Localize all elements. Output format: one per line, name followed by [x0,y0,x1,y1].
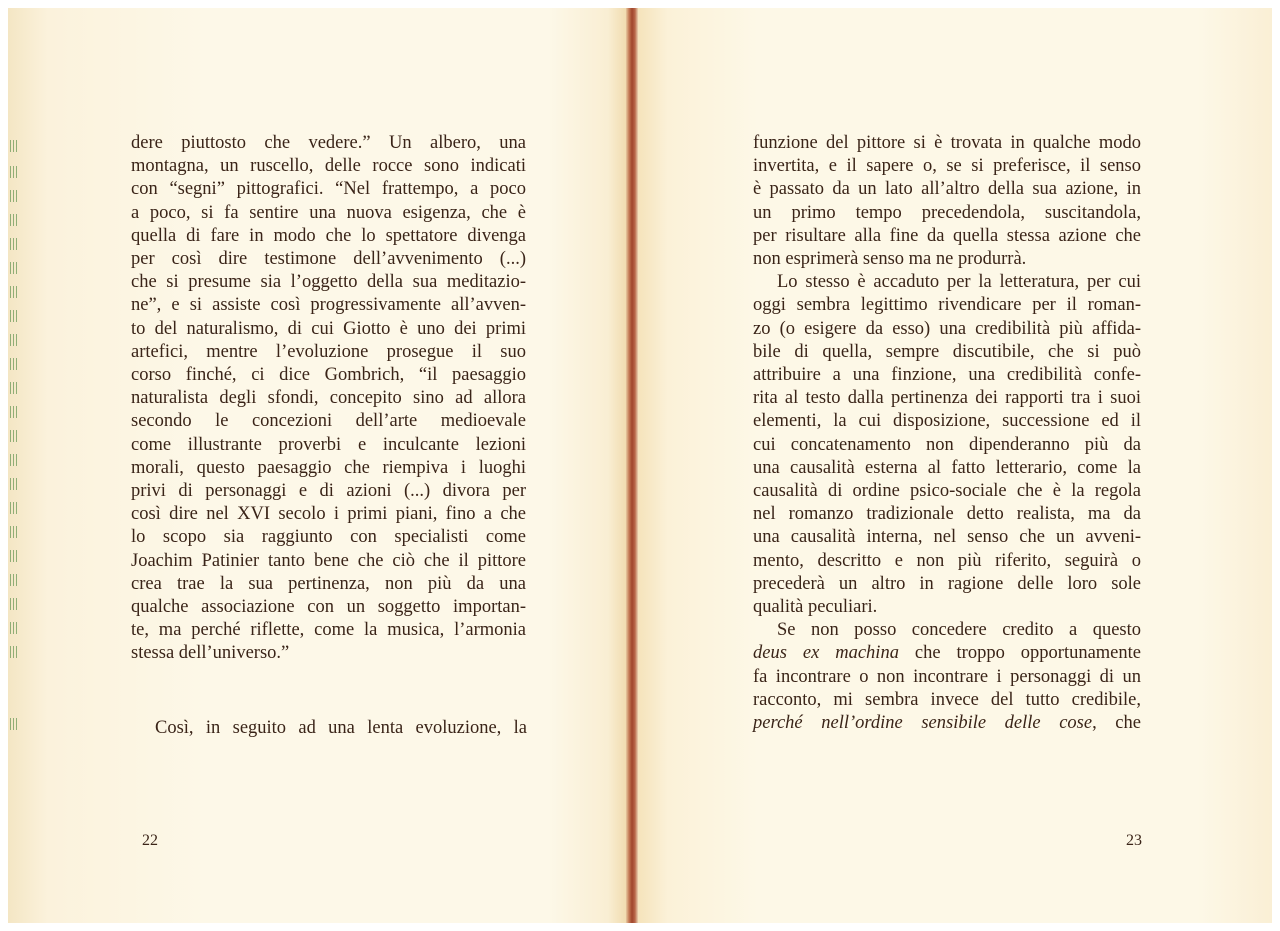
text-line: mento, descritto e non più riferito, seguirà o [753,550,1141,571]
page-number: 23 [1126,832,1142,849]
text-line: una causalità interna, nel senso che un avveni- [753,527,1141,548]
page-number: 22 [142,832,158,849]
text-line: morali, questo paesaggio che riempiva i luoghi [131,457,526,478]
text-line: quella di fare in modo che lo spettatore divenga [131,225,526,246]
left-page-paragraph [131,132,526,666]
left-page-closing-line [155,717,527,740]
text-line: nel romanzo tradizionale detto realista, ma da [753,504,1141,525]
right-page-text [753,132,1141,735]
text-line: qualche associazione con un soggetto importan- [131,597,526,618]
text-line: per così dire testimone dell’avvenimento (...) [131,249,526,270]
text-fragment: , che [1092,713,1141,734]
text-line: attribuire a una finzione, una credibilità confe- [753,365,1141,386]
text-line: con “segni” pittografici. “Nel frattempo, a poco [131,179,526,200]
text-line: lo scopo sia raggiunto con specialisti come [131,527,526,548]
text-line: oggi sembra legittimo rivendicare per il roman- [753,295,1141,316]
text-line: precederà un altro in ragione delle loro sole [753,573,1141,594]
text-line: to del naturalismo, di cui Giotto è uno dei primi [131,318,526,339]
text-line: Così, in seguito ad una lenta evoluzione, la [155,718,527,738]
text-line: cui concatenamento non dipenderanno più da [753,434,1141,455]
italic-phrase: perché nell’ordine sensibile delle cose [753,713,1093,734]
page-edge-marks [8,128,22,728]
text-line: ne”, e si assiste così progressivamente all’avven- [131,295,526,316]
text-line: per risultare alla fine da quella stessa azione che [753,225,1141,246]
text-line: un primo tempo precedendola, suscitandola, [753,202,1141,223]
text-line: naturalista degli sfondi, concepito sino ad allora [131,388,526,409]
text-line: causalità di ordine psico-sociale che è la regola [753,481,1141,502]
text-line: qualità peculiari. [753,597,878,618]
text-line: elementi, la cui disposizione, successione ed il [753,411,1141,432]
text-line: zo (o esigere da esso) una credibilità più affida- [753,318,1141,339]
text-line: come illustrante proverbi e inculcante lezioni [131,434,526,455]
text-fragment: che troppo opportunamente [898,643,1141,664]
text-line: crea trae la sua pertinenza, non più da una [131,573,526,594]
text-line: invertita, e il sapere o, se si preferisce, il senso [753,156,1141,177]
text-line: una causalità esterna al fatto letterario, come la [753,457,1141,478]
text-line: non esprimerà senso ma ne produrrà. [753,249,1027,270]
text-line: Se non posso concedere credito a questo [777,620,1141,641]
text-line [753,642,1141,665]
text-line [753,712,1141,735]
text-line: rita al testo dalla pertinenza dei rapporti tra i suoi [753,388,1141,409]
text-line: Lo stesso è accaduto per la letteratura, per cui [777,272,1141,293]
book-gutter [626,8,638,923]
text-line: secondo le concezioni dell’arte medioevale [131,411,526,432]
text-line: è passato da un lato all’altro della sua azione, in [753,179,1141,200]
text-line: così dire nel XVI secolo i primi piani, fino a che [131,504,526,525]
text-line: a poco, si fa sentire una nuova esigenza, che è [131,202,526,223]
text-line: bile di quella, sempre discutibile, che si può [753,341,1141,362]
text-line: privi di personaggi e di azioni (...) divora per [131,481,526,502]
text-line: Joachim Patinier tanto bene che ciò che il pittore [131,550,526,571]
text-line: stessa dell’universo.” [131,643,290,664]
text-line: corso finché, ci dice Gombrich, “il paesaggio [131,365,526,386]
text-line: artefici, mentre l’evoluzione prosegue il suo [131,341,526,362]
left-page [8,8,626,923]
text-line: dere piuttosto che vedere.” Un albero, una [131,133,526,153]
text-line: racconto, mi sembra invece del tutto credibile, [753,689,1141,710]
text-line: montagna, un ruscello, delle rocce sono indicati [131,156,526,177]
italic-phrase: deus ex machina [753,643,899,664]
text-line: fa incontrare o non incontrare i personaggi di un [753,666,1141,687]
text-line: te, ma perché riflette, come la musica, l’armonia [131,620,526,641]
text-line: che si presume sia l’oggetto della sua meditazio- [131,272,526,293]
text-line: funzione del pittore si è trovata in qualche modo [753,133,1141,153]
book-spread [8,8,1272,923]
